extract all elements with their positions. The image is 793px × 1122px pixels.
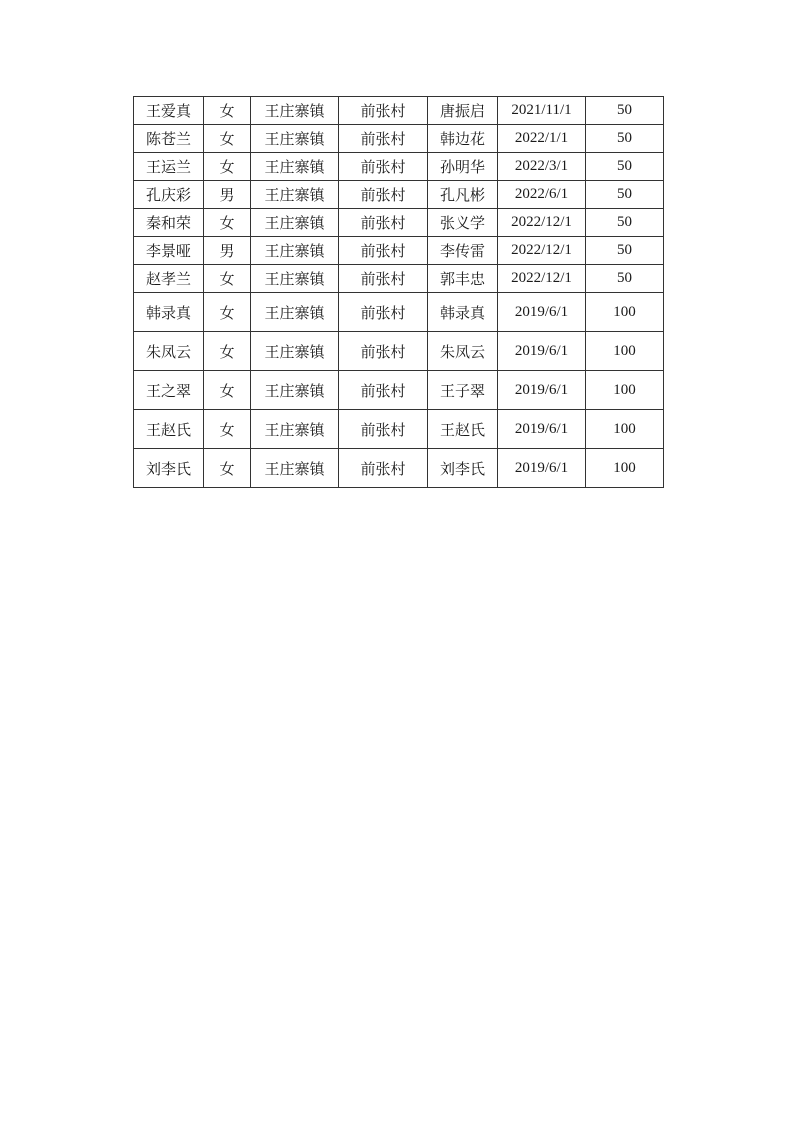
table-row [134, 181, 664, 209]
town-cell: 王庄寨镇 [251, 293, 339, 332]
date-cell: 2022/12/1 [498, 265, 586, 293]
town-cell: 王庄寨镇 [251, 449, 339, 488]
amount-cell: 50 [586, 237, 664, 265]
village-cell: 前张村 [339, 410, 428, 449]
related-name-cell: 唐振启 [428, 97, 498, 125]
date-cell: 2019/6/1 [498, 332, 586, 371]
amount-cell: 100 [586, 293, 664, 332]
person-name-cell: 刘李氏 [134, 449, 204, 488]
gender-cell: 女 [204, 332, 251, 371]
related-name-cell: 张义学 [428, 209, 498, 237]
date-cell: 2019/6/1 [498, 410, 586, 449]
gender-cell: 女 [204, 410, 251, 449]
town-cell: 王庄寨镇 [251, 371, 339, 410]
person-name-cell: 王爱真 [134, 97, 204, 125]
gender-cell: 女 [204, 265, 251, 293]
person-name-cell: 秦和荣 [134, 209, 204, 237]
gender-cell: 女 [204, 209, 251, 237]
amount-cell: 100 [586, 332, 664, 371]
related-name-cell: 王赵氏 [428, 410, 498, 449]
amount-cell: 100 [586, 410, 664, 449]
person-name-cell: 王赵氏 [134, 410, 204, 449]
table-row [134, 371, 664, 410]
table-row [134, 449, 664, 488]
person-name-cell: 韩录真 [134, 293, 204, 332]
related-name-cell: 朱凤云 [428, 332, 498, 371]
date-cell: 2022/1/1 [498, 125, 586, 153]
village-cell: 前张村 [339, 371, 428, 410]
village-cell: 前张村 [339, 237, 428, 265]
amount-cell: 50 [586, 153, 664, 181]
gender-cell: 男 [204, 181, 251, 209]
gender-cell: 女 [204, 97, 251, 125]
town-cell: 王庄寨镇 [251, 153, 339, 181]
table-row [134, 153, 664, 181]
town-cell: 王庄寨镇 [251, 181, 339, 209]
date-cell: 2019/6/1 [498, 371, 586, 410]
amount-cell: 50 [586, 265, 664, 293]
person-name-cell: 王运兰 [134, 153, 204, 181]
village-cell: 前张村 [339, 293, 428, 332]
village-cell: 前张村 [339, 153, 428, 181]
related-name-cell: 韩录真 [428, 293, 498, 332]
related-name-cell: 王子翠 [428, 371, 498, 410]
gender-cell: 男 [204, 237, 251, 265]
table-row [134, 332, 664, 371]
date-cell: 2019/6/1 [498, 293, 586, 332]
related-name-cell: 孔凡彬 [428, 181, 498, 209]
table-row [134, 97, 664, 125]
village-cell: 前张村 [339, 265, 428, 293]
town-cell: 王庄寨镇 [251, 410, 339, 449]
village-cell: 前张村 [339, 449, 428, 488]
date-cell: 2022/12/1 [498, 237, 586, 265]
related-name-cell: 刘李氏 [428, 449, 498, 488]
related-name-cell: 郭丰忠 [428, 265, 498, 293]
town-cell: 王庄寨镇 [251, 332, 339, 371]
gender-cell: 女 [204, 125, 251, 153]
table-row [134, 410, 664, 449]
table-row [134, 293, 664, 332]
table-row [134, 237, 664, 265]
person-name-cell: 陈苍兰 [134, 125, 204, 153]
amount-cell: 50 [586, 125, 664, 153]
record-table [133, 96, 664, 488]
person-name-cell: 朱凤云 [134, 332, 204, 371]
town-cell: 王庄寨镇 [251, 97, 339, 125]
amount-cell: 50 [586, 209, 664, 237]
table-row [134, 265, 664, 293]
related-name-cell: 李传雷 [428, 237, 498, 265]
related-name-cell: 韩边花 [428, 125, 498, 153]
person-name-cell: 赵孝兰 [134, 265, 204, 293]
town-cell: 王庄寨镇 [251, 237, 339, 265]
amount-cell: 50 [586, 181, 664, 209]
person-name-cell: 王之翠 [134, 371, 204, 410]
date-cell: 2021/11/1 [498, 97, 586, 125]
gender-cell: 女 [204, 371, 251, 410]
table-row [134, 125, 664, 153]
amount-cell: 100 [586, 371, 664, 410]
gender-cell: 女 [204, 449, 251, 488]
date-cell: 2022/6/1 [498, 181, 586, 209]
date-cell: 2019/6/1 [498, 449, 586, 488]
village-cell: 前张村 [339, 332, 428, 371]
village-cell: 前张村 [339, 125, 428, 153]
table-row [134, 209, 664, 237]
village-cell: 前张村 [339, 209, 428, 237]
amount-cell: 100 [586, 449, 664, 488]
town-cell: 王庄寨镇 [251, 209, 339, 237]
village-cell: 前张村 [339, 97, 428, 125]
date-cell: 2022/3/1 [498, 153, 586, 181]
related-name-cell: 孙明华 [428, 153, 498, 181]
person-name-cell: 孔庆彩 [134, 181, 204, 209]
town-cell: 王庄寨镇 [251, 265, 339, 293]
date-cell: 2022/12/1 [498, 209, 586, 237]
amount-cell: 50 [586, 97, 664, 125]
gender-cell: 女 [204, 153, 251, 181]
village-cell: 前张村 [339, 181, 428, 209]
person-name-cell: 李景哑 [134, 237, 204, 265]
gender-cell: 女 [204, 293, 251, 332]
town-cell: 王庄寨镇 [251, 125, 339, 153]
